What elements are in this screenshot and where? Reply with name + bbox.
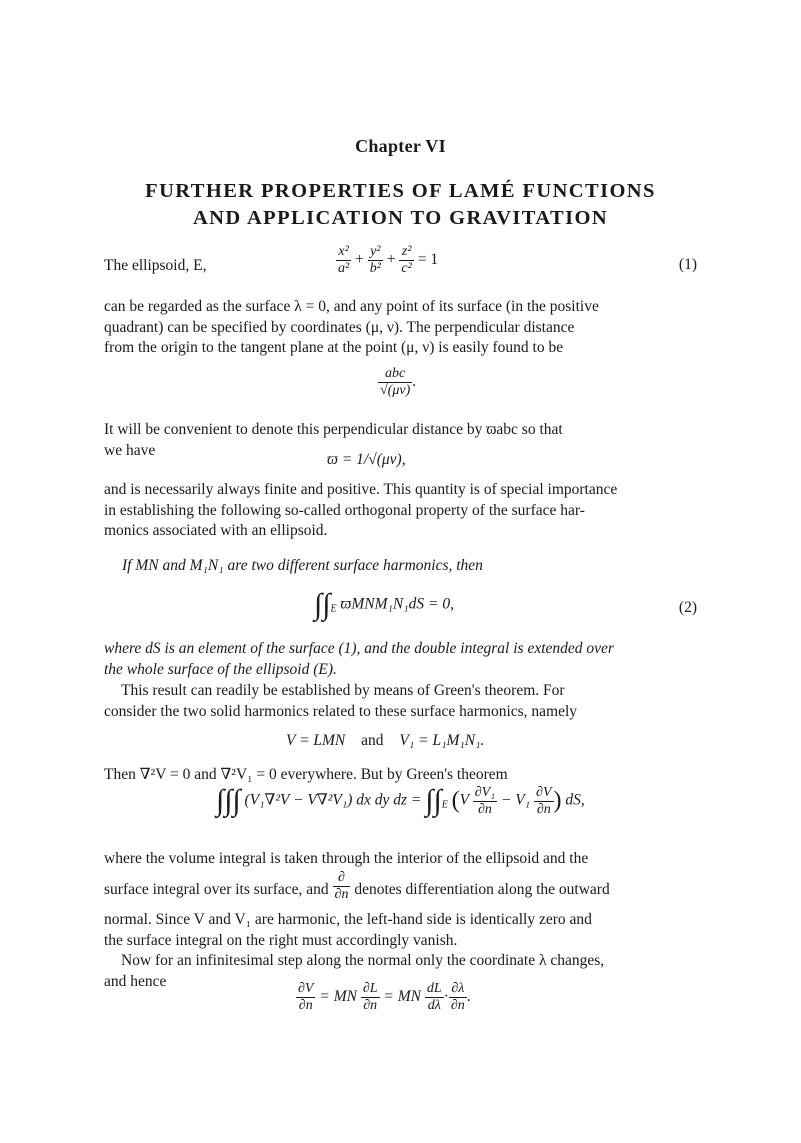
double-integral-sign: ∫∫ — [314, 588, 331, 621]
ellipsoid-equation: $\frac{\text{x²}}{\text{a²}}$ + $\frac{\text{y²}}{\text{b²}}$ + $\frac{\text{z²}}{\text{c²}}$ = 1 — [338, 244, 439, 276]
normal-derivative-equation: $\frac{\partial V}{\partial n}$ = MN $\frac{\partial L}{\partial n}$ = MN $\frac{dL}{d\lambda}$ · $\frac{\partial\lambda}{\partial n}$ . — [298, 981, 471, 1013]
fraction-dl-dlambda: $\frac{dL}{d\lambda}$ — [426, 981, 442, 1013]
fraction-x: $\frac{\text{x²}}{\text{a²}}$ — [338, 244, 350, 276]
paragraph-3 — [104, 480, 697, 542]
paragraph-6-line: the surface integral on the right must accordingly vanish. — [104, 931, 458, 949]
paragraph-3-line: monics associated with an ellipsoid. — [104, 522, 328, 540]
distance-fraction: $\frac{\text{abc}}{√(\mu\nu)}$ — [380, 366, 411, 398]
paragraph-3-line: in establishing the following so-called orthogonal property of the surface har- — [104, 501, 585, 519]
orthogonality-equation: $\int\int_E$ ϖMNM₁N₁dS = 0, — [314, 588, 454, 621]
fraction-y: $\frac{\text{y²}}{\text{b²}}$ — [369, 244, 381, 276]
paragraph-7-line: and hence — [104, 972, 167, 990]
paragraph-1-line: can be regarded as the surface λ = 0, and any point of its surface (in the positive — [104, 298, 599, 315]
fraction-dv-dn-final: $\frac{\partial V}{\partial n}$ — [298, 981, 314, 1013]
distance-expression: $\frac{\text{abc}}{√(\mu\nu)}$ . — [380, 366, 417, 398]
varpi-equation: ϖ = 1/√(μν), — [327, 451, 406, 468]
fraction-dv-dn: $\frac{\partial V}{\partial n}$ — [536, 784, 552, 817]
paragraph-5 — [104, 681, 697, 722]
paragraph-4-line: the whole surface of the ellipsoid (E). — [104, 660, 337, 678]
paragraph-7-line: Now for an infinitesimal step along the normal only the coordinate λ changes, — [121, 952, 605, 969]
fraction-dl-dn: $\frac{\partial L}{\partial n}$ — [362, 981, 378, 1013]
paragraph-1-line: from the origin to the tangent plane at the point (μ, ν) is easily found to be — [104, 339, 564, 357]
eq1-lead-text: The ellipsoid, E, — [104, 257, 207, 274]
equation-number-1: (1) — [678, 256, 697, 273]
paragraph-2-line: It will be convenient to denote this perpendicular distance by ϖabc so that — [104, 421, 563, 438]
theorem-statement: If MN and M₁N₁ are two different surface harmonics, then — [122, 557, 483, 574]
paragraph-3-line: and is necessarily always finite and positive. This quantity is of special importance — [104, 481, 618, 498]
paragraph-6-line2: surface integral over its surface, and $\frac{\partial}{\partial n}$ denotes differentiation along the outward — [104, 870, 610, 902]
eq1-rhs: = 1 — [417, 251, 439, 269]
paragraph-6-rest — [104, 910, 697, 951]
paragraph-5-line: consider the two solid harmonics related to these surface harmonics, namely — [104, 702, 578, 720]
fraction-dlambda-dn: $\frac{\partial\lambda}{\partial n}$ — [450, 981, 465, 1013]
then-line: Then ∇²V = 0 and ∇²V₁ = 0 everywhere. But by Green's theorem — [104, 766, 508, 783]
paragraph-1-line: quadrant) can be specified by coordinates (μ, ν). The perpendicular distance — [104, 318, 575, 336]
paragraph-5-line: This result can readily be established by means of Green's theorem. For — [121, 682, 565, 699]
paragraph-6-line: normal. Since V and V₁ are harmonic, the left-hand side is identically zero and — [104, 911, 592, 928]
chapter-title — [0, 178, 801, 232]
paragraph-1 — [104, 297, 697, 359]
paragraph-4-line: where dS is an element of the surface (1), and the double integral is extended over — [104, 640, 614, 657]
paragraph-6-line1: where the volume integral is taken through the interior of the ellipsoid and the — [104, 850, 589, 867]
chapter-title-line1: FURTHER PROPERTIES OF LAMÉ FUNCTIONS — [145, 180, 656, 202]
fraction-d-dn: $\frac{\partial}{\partial n}$ — [334, 870, 349, 902]
orthogonality-body: ϖMNM₁N₁dS = 0, — [340, 595, 454, 613]
paragraph-2-line: we have — [104, 441, 156, 459]
harmonics-equation: V = LMN and V₁ = L₁M₁N₁. — [286, 732, 485, 749]
chapter-title-line2: AND APPLICATION TO GRAVITATION — [192, 207, 609, 229]
paragraph-4 — [104, 639, 697, 680]
fraction-dv1-dn: $\frac{\text{∂V₁}}{\partial n}$ — [474, 784, 496, 817]
triple-integral-sign: ∫∫∫ — [216, 784, 241, 817]
green-theorem-equation: ∫∫∫ (V₁∇²V − V∇²V₁) dx dy dz = $\int\int_E$ (V $\frac{\text{∂V₁}}{\partial n}$ − V₁ $\frac{\partial V}{\partial n}$ ) dS, — [216, 784, 585, 817]
chapter-heading: Chapter VI — [355, 136, 446, 156]
equation-number-2: (2) — [678, 599, 697, 616]
double-integral-sign: ∫∫ — [425, 784, 442, 817]
fraction-z: $\frac{\text{z²}}{\text{c²}}$ — [401, 244, 412, 276]
